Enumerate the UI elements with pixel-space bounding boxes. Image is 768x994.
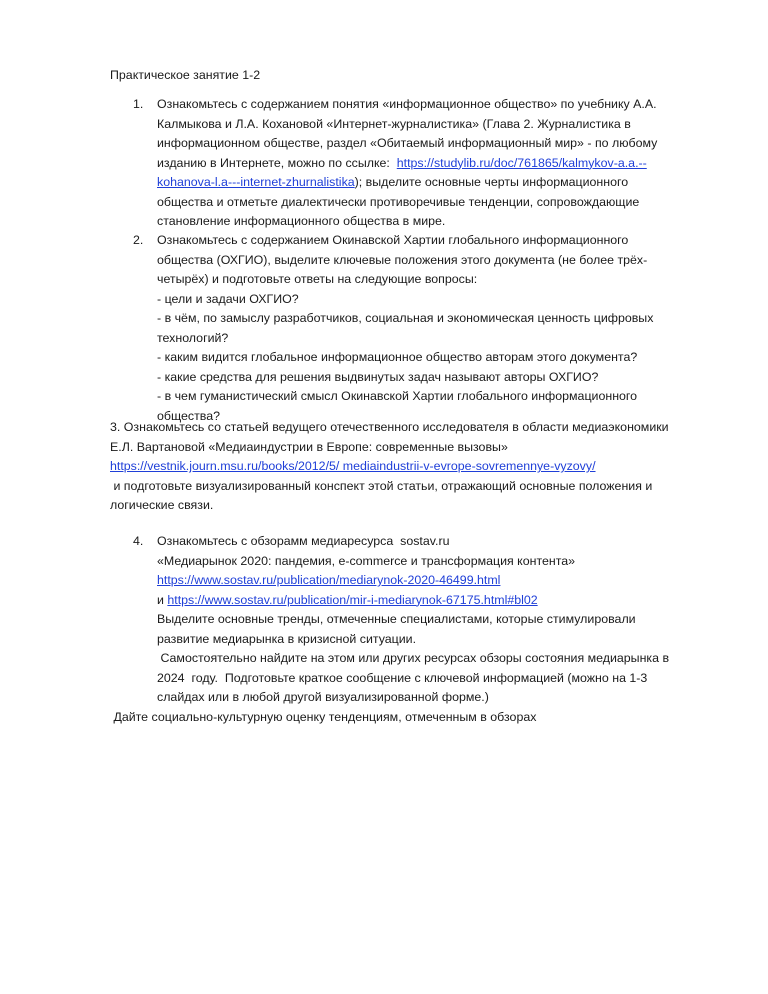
text-line: 3. Ознакомьтесь со статьей ведущего отечественного исследователя в области медиаэкономики <box>110 420 669 434</box>
studylib-link-part1[interactable]: https://studylib.ru/doc/761865/kalmykov-a.a.-- <box>396 155 647 170</box>
text-line: Ознакомьтесь с содержанием Окинавской Хартии глобального информационного <box>157 233 629 247</box>
question-line: общества? <box>157 408 221 423</box>
question-line: - каким видится глобальное информационное общество авторам этого документа? <box>157 350 638 364</box>
text-line: Ознакомьтесь с содержанием понятия «информационное общество» по учебнику А.А. <box>157 97 657 111</box>
question-line: технологий? <box>157 330 229 345</box>
document-title: Практическое занятие 1-2 <box>110 68 261 82</box>
question-line: - цели и задачи ОХГИО? <box>157 291 299 306</box>
text-line: общества (ОХГИО), выделите ключевые положения этого документа (не более трёх- <box>157 252 648 267</box>
vestnik-link[interactable]: https://vestnik.journ.msu.ru/books/2012/5/ mediaindustrii-v-evrope-sovremennye-vyzovy/ <box>110 459 596 473</box>
text-line <box>110 457 710 477</box>
text-span: и <box>157 592 168 607</box>
text-line <box>157 154 717 174</box>
list-number: 1. <box>133 97 144 111</box>
text-line: информационном обществе, раздел «Обитаемый информационный мир» - по любому <box>157 136 658 150</box>
list-number: 2. <box>133 233 144 247</box>
text-line: Выделите основные тренды, отмеченные специалистами, которые стимулировали <box>157 612 636 626</box>
closing-instruction: Дайте социально-культурную оценку тенденциям, отмеченным в обзорах <box>110 710 537 724</box>
text-line: Е.Л. Вартановой «Медиаиндустрии в Европе: современные вызовы» <box>110 439 508 454</box>
text-span: ); выделите основные черты информационного <box>354 175 629 189</box>
text-line: Ознакомьтесь с обзорамм медиаресурса sostav.ru <box>157 534 450 548</box>
text-line: четырёх) и подготовьте ответы на следующие вопросы: <box>157 272 478 286</box>
studylib-link-part2[interactable]: kohanova-l.a---internet-zhurnalistika <box>157 175 355 189</box>
text-line: слайдах или в любой другой визуализированной форме.) <box>157 690 489 704</box>
text-line <box>157 571 717 591</box>
text-line: общества и отметьте диалектически противоречивые тенденции, сопровождающие <box>157 194 640 209</box>
text-line: Самостоятельно найдите на этом или других ресурсах обзоры состояния медиарынка в <box>157 651 670 665</box>
sostav-link-mir[interactable]: https://www.sostav.ru/publication/mir-i-mediarynok-67175.html#bl02 <box>167 592 538 607</box>
text-span: изданию в Интернете, можно по ссылке: <box>157 155 397 170</box>
list-item-body <box>157 231 717 426</box>
text-line <box>157 173 717 193</box>
text-line: логические связи. <box>110 498 214 512</box>
list-number: 4. <box>133 534 144 548</box>
text-line: становление информационного общества в мире. <box>157 214 446 228</box>
question-line: - в чем гуманистический смысл Окинавской Хартии глобального информационного <box>157 389 638 403</box>
question-line: - в чём, по замыслу разработчиков, социальная и экономическая ценность цифровых <box>157 311 654 325</box>
list-item-body <box>157 532 717 708</box>
text-line: «Медиарынок 2020: пандемия, e-commerce и трансформация контента» <box>157 553 576 568</box>
paragraph-item-3 <box>110 418 710 516</box>
text-line: 2024 году. Подготовьте краткое сообщение с ключевой информацией (можно на 1-3 <box>157 670 648 685</box>
text-line: и подготовьте визуализированный конспект этой статьи, отражающий основные положения и <box>110 478 653 493</box>
list-item-body <box>157 95 717 232</box>
question-line: - какие средства для решения выдвинутых задач называют авторы ОХГИО? <box>157 369 599 384</box>
text-line <box>157 591 717 611</box>
text-line: Калмыкова и Л.А. Кохановой «Интернет-журналистика» (Глава 2. Журналистика в <box>157 116 631 131</box>
sostav-link-2020[interactable]: https://www.sostav.ru/publication/mediarynok-2020-46499.html <box>157 573 501 587</box>
text-line: развитие медиарынка в кризисной ситуации. <box>157 631 417 646</box>
